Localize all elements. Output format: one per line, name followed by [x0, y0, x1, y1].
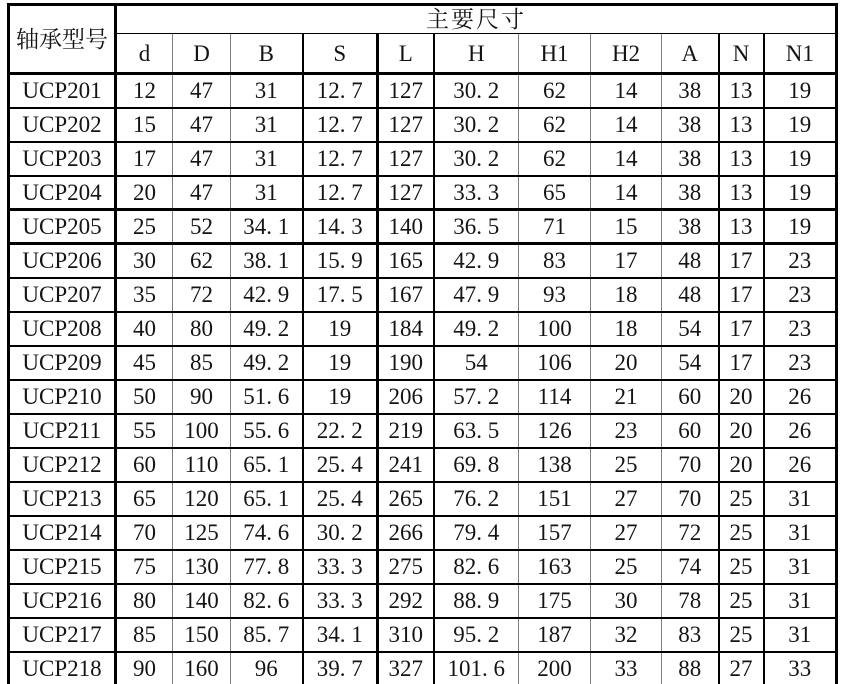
value-cell: 20 [719, 380, 764, 414]
value-cell: 310 [378, 618, 434, 652]
value-cell: 25. 4 [303, 448, 378, 482]
value-cell: 42. 9 [231, 278, 303, 312]
value-cell: 12. 7 [303, 74, 378, 108]
value-cell: 57. 2 [434, 380, 519, 414]
value-cell: 31 [231, 176, 303, 210]
value-cell: 19 [764, 176, 837, 210]
value-cell: 19 [764, 108, 837, 142]
value-cell: 45 [116, 346, 173, 380]
value-cell: 26 [764, 448, 837, 482]
value-cell: 49. 2 [231, 312, 303, 346]
column-header-L: L [378, 34, 434, 74]
table-row [9, 176, 837, 210]
value-cell: 17 [719, 312, 764, 346]
model-cell: UCP204 [9, 176, 116, 210]
table-body [9, 74, 837, 684]
value-cell: 25 [116, 210, 173, 244]
value-cell: 49. 2 [434, 312, 519, 346]
value-cell: 100 [519, 312, 591, 346]
value-cell: 62 [519, 142, 591, 176]
value-cell: 23 [591, 414, 662, 448]
value-cell: 14 [591, 74, 662, 108]
value-cell: 110 [173, 448, 231, 482]
value-cell: 82. 6 [434, 550, 519, 584]
value-cell: 35 [116, 278, 173, 312]
value-cell: 78 [662, 584, 719, 618]
value-cell: 19 [303, 312, 378, 346]
value-cell: 74. 6 [231, 516, 303, 550]
value-cell: 75 [116, 550, 173, 584]
value-cell: 38 [662, 108, 719, 142]
value-cell: 14 [591, 142, 662, 176]
value-cell: 36. 5 [434, 210, 519, 244]
value-cell: 25 [719, 618, 764, 652]
table-row [9, 618, 837, 652]
column-header-N: N [719, 34, 764, 74]
value-cell: 21 [591, 380, 662, 414]
value-cell: 47 [173, 176, 231, 210]
value-cell: 65. 1 [231, 448, 303, 482]
table-row [9, 482, 837, 516]
column-header-A: A [662, 34, 719, 74]
model-cell: UCP215 [9, 550, 116, 584]
table-row [9, 142, 837, 176]
value-cell: 55. 6 [231, 414, 303, 448]
value-cell: 17 [591, 244, 662, 278]
model-cell: UCP210 [9, 380, 116, 414]
value-cell: 55 [116, 414, 173, 448]
model-cell: UCP208 [9, 312, 116, 346]
value-cell: 13 [719, 74, 764, 108]
value-cell: 126 [519, 414, 591, 448]
value-cell: 49. 2 [231, 346, 303, 380]
value-cell: 82. 6 [231, 584, 303, 618]
value-cell: 25 [719, 584, 764, 618]
value-cell: 80 [173, 312, 231, 346]
value-cell: 17 [719, 244, 764, 278]
value-cell: 30. 2 [434, 108, 519, 142]
value-cell: 32 [591, 618, 662, 652]
value-cell: 42. 9 [434, 244, 519, 278]
value-cell: 27 [719, 652, 764, 684]
value-cell: 65 [116, 482, 173, 516]
value-cell: 31 [764, 618, 837, 652]
value-cell: 20 [719, 448, 764, 482]
value-cell: 80 [116, 584, 173, 618]
value-cell: 33. 3 [303, 550, 378, 584]
value-cell: 30. 2 [303, 516, 378, 550]
value-cell: 19 [764, 142, 837, 176]
value-cell: 18 [591, 312, 662, 346]
value-cell: 15 [591, 210, 662, 244]
value-cell: 40 [116, 312, 173, 346]
model-cell: UCP203 [9, 142, 116, 176]
value-cell: 100 [173, 414, 231, 448]
table-row [9, 244, 837, 278]
value-cell: 74 [662, 550, 719, 584]
value-cell: 39. 7 [303, 652, 378, 684]
value-cell: 140 [378, 210, 434, 244]
value-cell: 130 [173, 550, 231, 584]
value-cell: 120 [173, 482, 231, 516]
value-cell: 265 [378, 482, 434, 516]
value-cell: 51. 6 [231, 380, 303, 414]
value-cell: 26 [764, 414, 837, 448]
column-header-H: H [434, 34, 519, 74]
model-cell: UCP205 [9, 210, 116, 244]
table-row [9, 210, 837, 244]
value-cell: 83 [519, 244, 591, 278]
value-cell: 25 [591, 550, 662, 584]
model-cell: UCP212 [9, 448, 116, 482]
value-cell: 30. 2 [434, 142, 519, 176]
model-column-header: 轴承型号 [9, 5, 116, 74]
header-row-columns [9, 34, 837, 74]
value-cell: 65 [519, 176, 591, 210]
table-row [9, 346, 837, 380]
value-cell: 101. 6 [434, 652, 519, 684]
value-cell: 13 [719, 210, 764, 244]
bearing-dimensions-table [7, 3, 838, 684]
column-header-S: S [303, 34, 378, 74]
value-cell: 219 [378, 414, 434, 448]
value-cell: 127 [378, 108, 434, 142]
value-cell: 200 [519, 652, 591, 684]
value-cell: 96 [231, 652, 303, 684]
value-cell: 15. 9 [303, 244, 378, 278]
header-row-top [9, 5, 837, 34]
value-cell: 19 [303, 380, 378, 414]
value-cell: 30. 2 [434, 74, 519, 108]
value-cell: 63. 5 [434, 414, 519, 448]
value-cell: 71 [519, 210, 591, 244]
table-row [9, 414, 837, 448]
value-cell: 31 [231, 74, 303, 108]
value-cell: 47 [173, 74, 231, 108]
value-cell: 38 [662, 74, 719, 108]
model-cell: UCP201 [9, 74, 116, 108]
value-cell: 12 [116, 74, 173, 108]
value-cell: 114 [519, 380, 591, 414]
model-cell: UCP214 [9, 516, 116, 550]
value-cell: 65. 1 [231, 482, 303, 516]
value-cell: 25 [591, 448, 662, 482]
value-cell: 17 [116, 142, 173, 176]
value-cell: 38 [662, 176, 719, 210]
value-cell: 62 [519, 74, 591, 108]
value-cell: 47 [173, 108, 231, 142]
value-cell: 19 [764, 210, 837, 244]
table-header [9, 5, 837, 74]
value-cell: 79. 4 [434, 516, 519, 550]
value-cell: 25 [719, 516, 764, 550]
table-row [9, 74, 837, 108]
value-cell: 187 [519, 618, 591, 652]
value-cell: 13 [719, 108, 764, 142]
value-cell: 60 [662, 380, 719, 414]
value-cell: 31 [764, 550, 837, 584]
value-cell: 52 [173, 210, 231, 244]
value-cell: 167 [378, 278, 434, 312]
value-cell: 70 [116, 516, 173, 550]
value-cell: 31 [231, 142, 303, 176]
value-cell: 14 [591, 176, 662, 210]
value-cell: 19 [764, 74, 837, 108]
value-cell: 90 [116, 652, 173, 684]
value-cell: 85 [116, 618, 173, 652]
value-cell: 18 [591, 278, 662, 312]
value-cell: 95. 2 [434, 618, 519, 652]
value-cell: 34. 1 [231, 210, 303, 244]
value-cell: 48 [662, 278, 719, 312]
value-cell: 54 [662, 312, 719, 346]
value-cell: 54 [434, 346, 519, 380]
column-header-N1: N1 [764, 34, 837, 74]
value-cell: 20 [591, 346, 662, 380]
value-cell: 175 [519, 584, 591, 618]
value-cell: 184 [378, 312, 434, 346]
value-cell: 127 [378, 176, 434, 210]
value-cell: 12. 7 [303, 142, 378, 176]
value-cell: 151 [519, 482, 591, 516]
value-cell: 206 [378, 380, 434, 414]
value-cell: 20 [116, 176, 173, 210]
value-cell: 127 [378, 142, 434, 176]
value-cell: 34. 1 [303, 618, 378, 652]
value-cell: 60 [662, 414, 719, 448]
value-cell: 27 [591, 516, 662, 550]
value-cell: 54 [662, 346, 719, 380]
value-cell: 30 [116, 244, 173, 278]
column-header-B: B [231, 34, 303, 74]
value-cell: 83 [662, 618, 719, 652]
model-cell: UCP207 [9, 278, 116, 312]
model-cell: UCP213 [9, 482, 116, 516]
value-cell: 93 [519, 278, 591, 312]
column-header-D: D [173, 34, 231, 74]
table-row [9, 380, 837, 414]
value-cell: 38 [662, 142, 719, 176]
value-cell: 25 [719, 550, 764, 584]
value-cell: 20 [719, 414, 764, 448]
model-cell: UCP206 [9, 244, 116, 278]
table-row [9, 516, 837, 550]
value-cell: 165 [378, 244, 434, 278]
value-cell: 31 [764, 482, 837, 516]
value-cell: 22. 2 [303, 414, 378, 448]
value-cell: 15 [116, 108, 173, 142]
value-cell: 127 [378, 74, 434, 108]
table-row [9, 550, 837, 584]
model-cell: UCP218 [9, 652, 116, 684]
value-cell: 25 [719, 482, 764, 516]
value-cell: 77. 8 [231, 550, 303, 584]
model-cell: UCP211 [9, 414, 116, 448]
value-cell: 157 [519, 516, 591, 550]
value-cell: 47. 9 [434, 278, 519, 312]
value-cell: 12. 7 [303, 108, 378, 142]
value-cell: 106 [519, 346, 591, 380]
value-cell: 23 [764, 312, 837, 346]
value-cell: 25. 4 [303, 482, 378, 516]
value-cell: 62 [173, 244, 231, 278]
table-row [9, 312, 837, 346]
value-cell: 70 [662, 448, 719, 482]
value-cell: 33. 3 [303, 584, 378, 618]
value-cell: 31 [764, 584, 837, 618]
model-cell: UCP217 [9, 618, 116, 652]
value-cell: 163 [519, 550, 591, 584]
value-cell: 150 [173, 618, 231, 652]
value-cell: 13 [719, 142, 764, 176]
value-cell: 33 [764, 652, 837, 684]
value-cell: 88. 9 [434, 584, 519, 618]
value-cell: 140 [173, 584, 231, 618]
column-header-d: d [116, 34, 173, 74]
value-cell: 17. 5 [303, 278, 378, 312]
model-cell: UCP216 [9, 584, 116, 618]
value-cell: 17 [719, 278, 764, 312]
value-cell: 27 [591, 482, 662, 516]
value-cell: 23 [764, 278, 837, 312]
value-cell: 275 [378, 550, 434, 584]
value-cell: 30 [591, 584, 662, 618]
main-dimensions-header: 主要尺寸 [116, 5, 837, 34]
model-cell: UCP202 [9, 108, 116, 142]
value-cell: 48 [662, 244, 719, 278]
value-cell: 33 [591, 652, 662, 684]
value-cell: 76. 2 [434, 482, 519, 516]
value-cell: 70 [662, 482, 719, 516]
model-cell: UCP209 [9, 346, 116, 380]
value-cell: 38. 1 [231, 244, 303, 278]
value-cell: 138 [519, 448, 591, 482]
value-cell: 72 [662, 516, 719, 550]
value-cell: 292 [378, 584, 434, 618]
value-cell: 47 [173, 142, 231, 176]
value-cell: 85. 7 [231, 618, 303, 652]
value-cell: 23 [764, 346, 837, 380]
value-cell: 88 [662, 652, 719, 684]
column-header-H2: H2 [591, 34, 662, 74]
table-row [9, 108, 837, 142]
value-cell: 62 [519, 108, 591, 142]
table-row [9, 584, 837, 618]
value-cell: 50 [116, 380, 173, 414]
value-cell: 23 [764, 244, 837, 278]
value-cell: 33. 3 [434, 176, 519, 210]
value-cell: 72 [173, 278, 231, 312]
value-cell: 60 [116, 448, 173, 482]
value-cell: 190 [378, 346, 434, 380]
value-cell: 13 [719, 176, 764, 210]
value-cell: 160 [173, 652, 231, 684]
value-cell: 266 [378, 516, 434, 550]
table-row [9, 278, 837, 312]
column-header-H1: H1 [519, 34, 591, 74]
table-row [9, 448, 837, 482]
value-cell: 85 [173, 346, 231, 380]
value-cell: 12. 7 [303, 176, 378, 210]
value-cell: 17 [719, 346, 764, 380]
value-cell: 90 [173, 380, 231, 414]
value-cell: 14. 3 [303, 210, 378, 244]
value-cell: 327 [378, 652, 434, 684]
value-cell: 26 [764, 380, 837, 414]
value-cell: 241 [378, 448, 434, 482]
value-cell: 31 [764, 516, 837, 550]
value-cell: 125 [173, 516, 231, 550]
value-cell: 69. 8 [434, 448, 519, 482]
value-cell: 14 [591, 108, 662, 142]
value-cell: 31 [231, 108, 303, 142]
value-cell: 38 [662, 210, 719, 244]
table-row [9, 652, 837, 684]
value-cell: 19 [303, 346, 378, 380]
